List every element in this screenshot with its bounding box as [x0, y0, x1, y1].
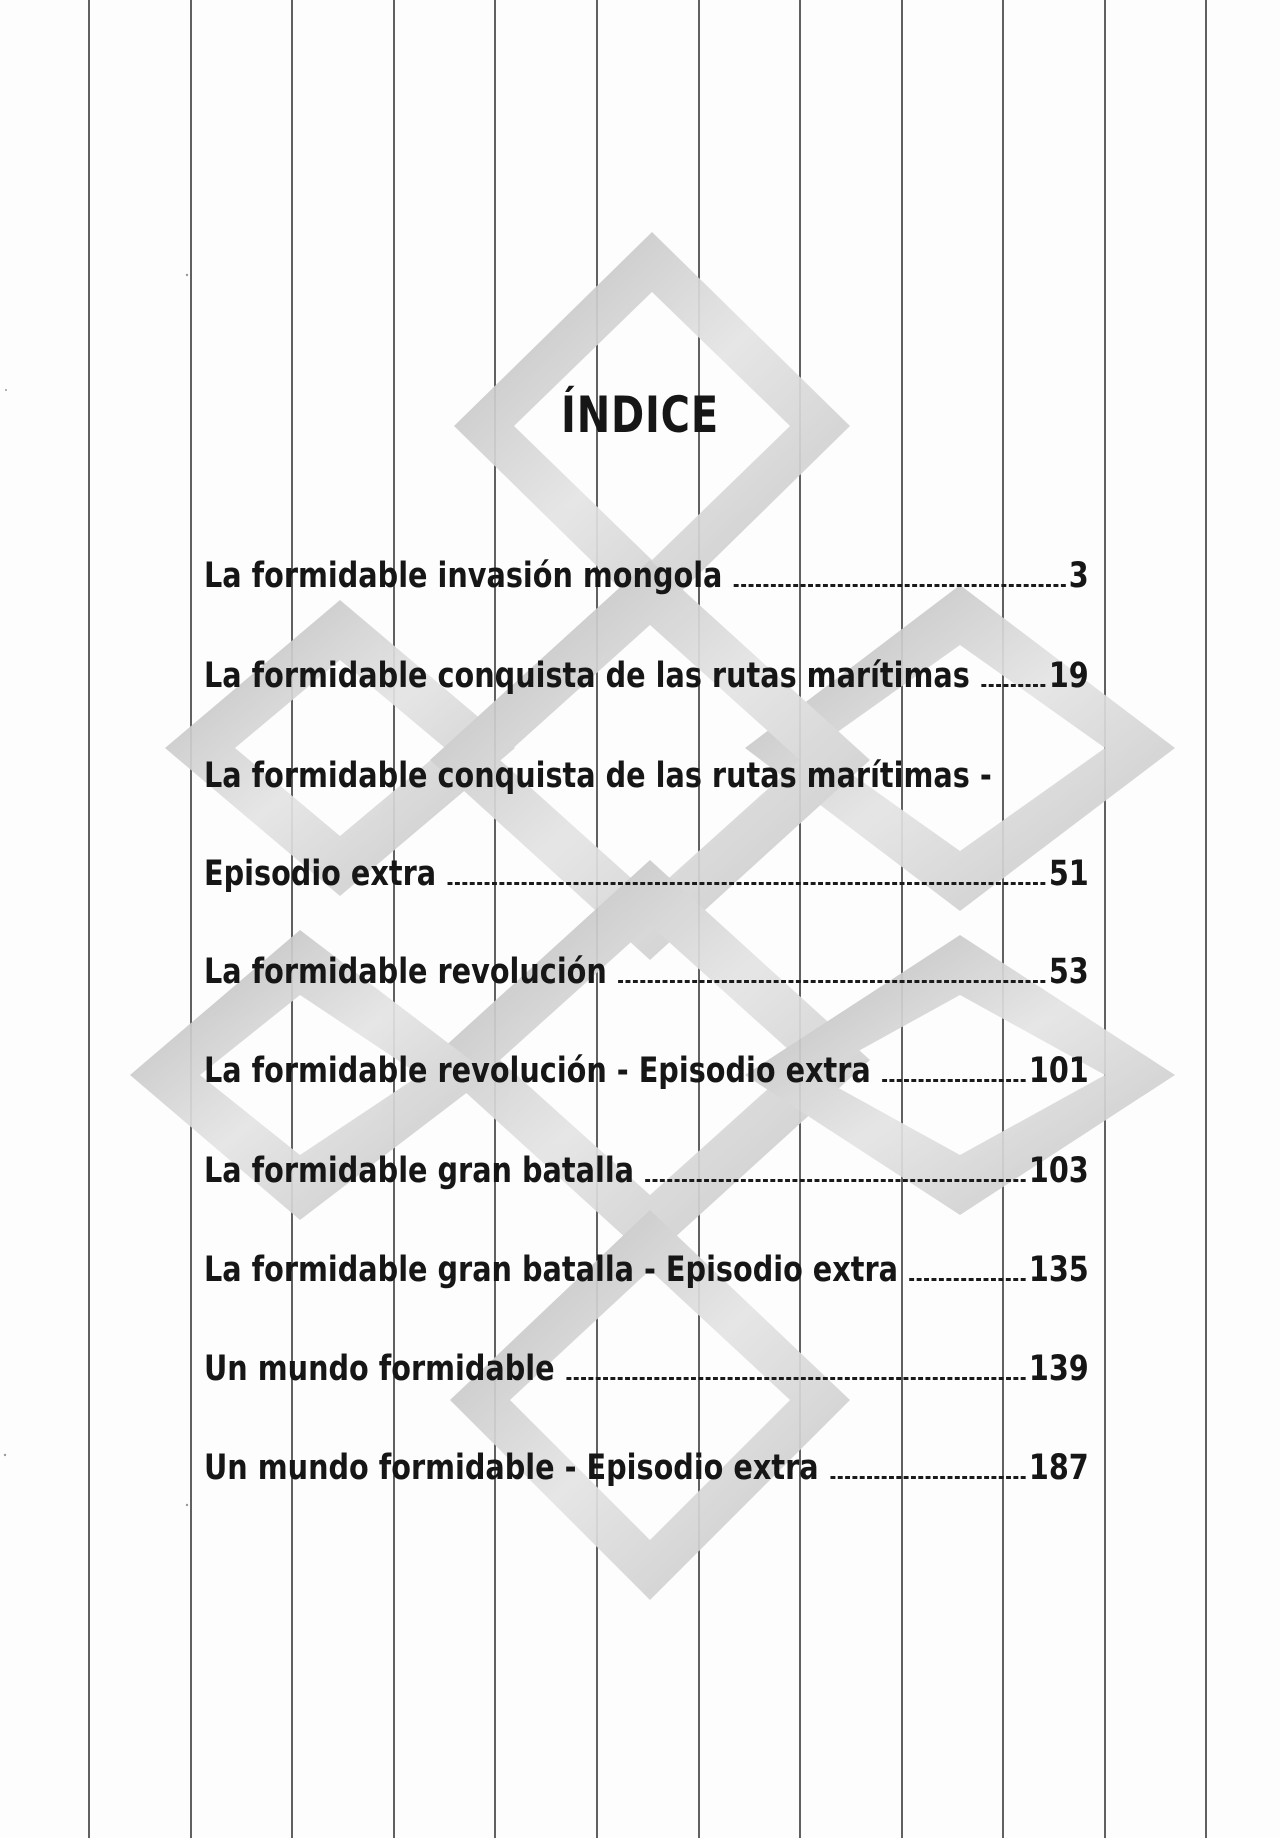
toc-entry-title: Un mundo formidable [204, 1349, 555, 1389]
toc-entry-title: La formidable gran batalla - Episodio extra [204, 1250, 899, 1290]
dot-leader [734, 584, 1066, 587]
toc-entry-page-number: 51 [1048, 854, 1089, 894]
toc-entry [204, 551, 1088, 601]
toc-entry [204, 1046, 1088, 1096]
toc-entry-title: La formidable conquista de las rutas marítimas - [204, 756, 992, 796]
toc-entry-page-number: 3 [1068, 556, 1089, 596]
toc-entry [204, 651, 1088, 701]
toc-entry-page-number: 103 [1028, 1151, 1089, 1191]
toc-entry [204, 1245, 1088, 1295]
toc-entry-page-number: 101 [1028, 1051, 1089, 1091]
toc-entry-page-number: 19 [1048, 656, 1089, 696]
dot-leader [566, 1377, 1025, 1380]
toc-entry-title: La formidable revolución - Episodio extra [204, 1051, 871, 1091]
dot-leader [448, 882, 1046, 885]
toc-entry-title: Episodio extra [204, 854, 437, 894]
dot-leader [882, 1079, 1025, 1082]
toc-entry-page-number: 53 [1048, 952, 1089, 992]
dot-leader [618, 980, 1045, 983]
toc-entry [204, 947, 1088, 997]
toc-entry-title: Un mundo formidable - Episodio extra [204, 1448, 819, 1488]
dot-leader [909, 1278, 1025, 1281]
toc-entry-page-number: 187 [1028, 1448, 1089, 1488]
dot-leader [646, 1179, 1026, 1182]
toc-entry-page-number: 139 [1028, 1349, 1089, 1389]
toc-entry [204, 1443, 1088, 1493]
dot-leader [830, 1476, 1026, 1479]
toc-entry-title: La formidable invasión mongola [204, 556, 723, 596]
toc-entry [204, 1146, 1088, 1196]
toc-entry-title: La formidable revolución [204, 952, 607, 992]
toc-entry [204, 751, 1088, 801]
dot-leader [981, 684, 1045, 687]
toc-entry [204, 849, 1088, 899]
page-title: ÍNDICE [561, 386, 719, 444]
toc-entry-page-number: 135 [1028, 1250, 1089, 1290]
toc-entry [204, 1344, 1088, 1394]
toc-entry-title: La formidable gran batalla [204, 1151, 635, 1191]
toc-entry-title: La formidable conquista de las rutas marítimas [204, 656, 970, 696]
